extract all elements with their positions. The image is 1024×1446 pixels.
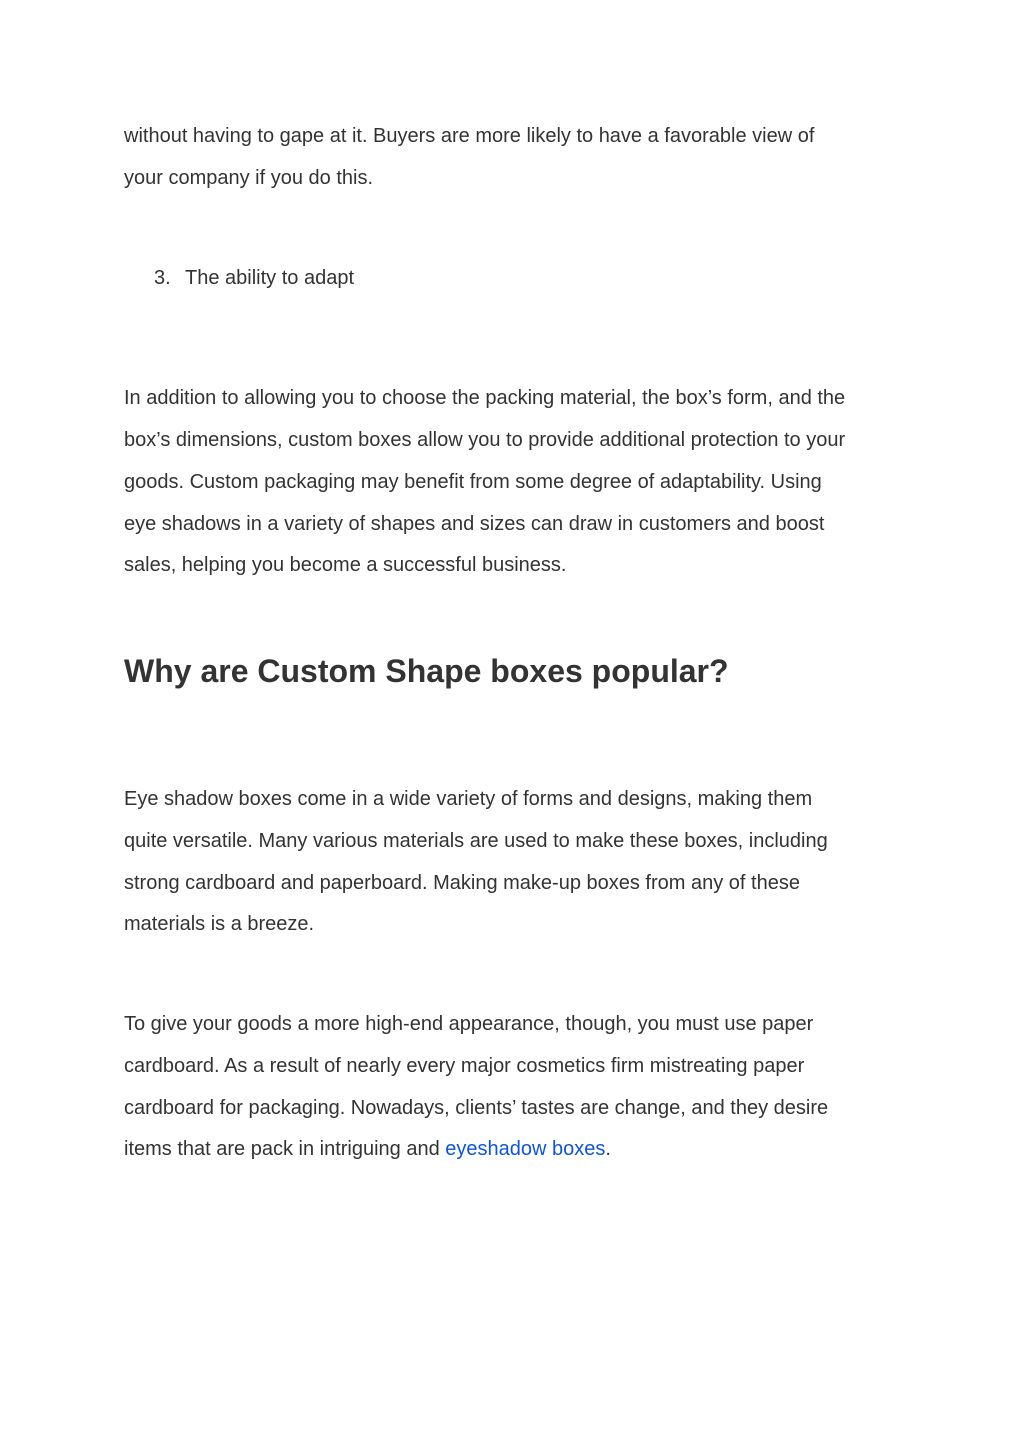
list-marker: 3.	[154, 267, 171, 289]
variety-paragraph-line-3: strong cardboard and paperboard. Making make-up boxes from any of these	[124, 872, 800, 894]
variety-paragraph-line-2: quite versatile. Many various materials are used to make these boxes, including	[124, 830, 828, 852]
adapt-paragraph-line-1: In addition to allowing you to choose the packing material, the box’s form, and the	[124, 387, 846, 409]
adapt-paragraph-line-4: eye shadows in a variety of shapes and sizes can draw in customers and boost	[124, 513, 825, 535]
intro-line-1: without having to gape at it. Buyers are more likely to have a favorable view of	[124, 125, 815, 147]
highend-paragraph-line-2: cardboard. As a result of nearly every major cosmetics firm mistreating paper	[124, 1055, 805, 1077]
list-item-text: The ability to adapt	[185, 267, 354, 289]
highend-paragraph-line-3: cardboard for packaging. Nowadays, clients’ tastes are change, and they desire	[124, 1097, 829, 1119]
highend-last-line-suffix: .	[605, 1138, 611, 1160]
list-item-ability-to-adapt	[154, 266, 354, 290]
section-heading: Why are Custom Shape boxes popular?	[124, 653, 729, 689]
variety-paragraph-line-1: Eye shadow boxes come in a wide variety of forms and designs, making them	[124, 788, 813, 810]
adapt-paragraph-line-3: goods. Custom packaging may benefit from some degree of adaptability. Using	[124, 471, 822, 493]
adapt-paragraph-line-5: sales, helping you become a successful business.	[124, 554, 567, 576]
variety-paragraph-line-4: materials is a breeze.	[124, 913, 315, 935]
adapt-paragraph-line-2: box’s dimensions, custom boxes allow you to provide additional protection to your	[124, 429, 846, 451]
highend-paragraph-line-4	[124, 1137, 611, 1161]
intro-line-2: your company if you do this.	[124, 167, 374, 189]
highend-paragraph-line-1: To give your goods a more high-end appearance, though, you must use paper	[124, 1013, 814, 1035]
eyeshadow-boxes-link[interactable]: eyeshadow boxes	[445, 1138, 606, 1160]
highend-last-line-prefix: items that are pack in intriguing and	[124, 1138, 446, 1160]
